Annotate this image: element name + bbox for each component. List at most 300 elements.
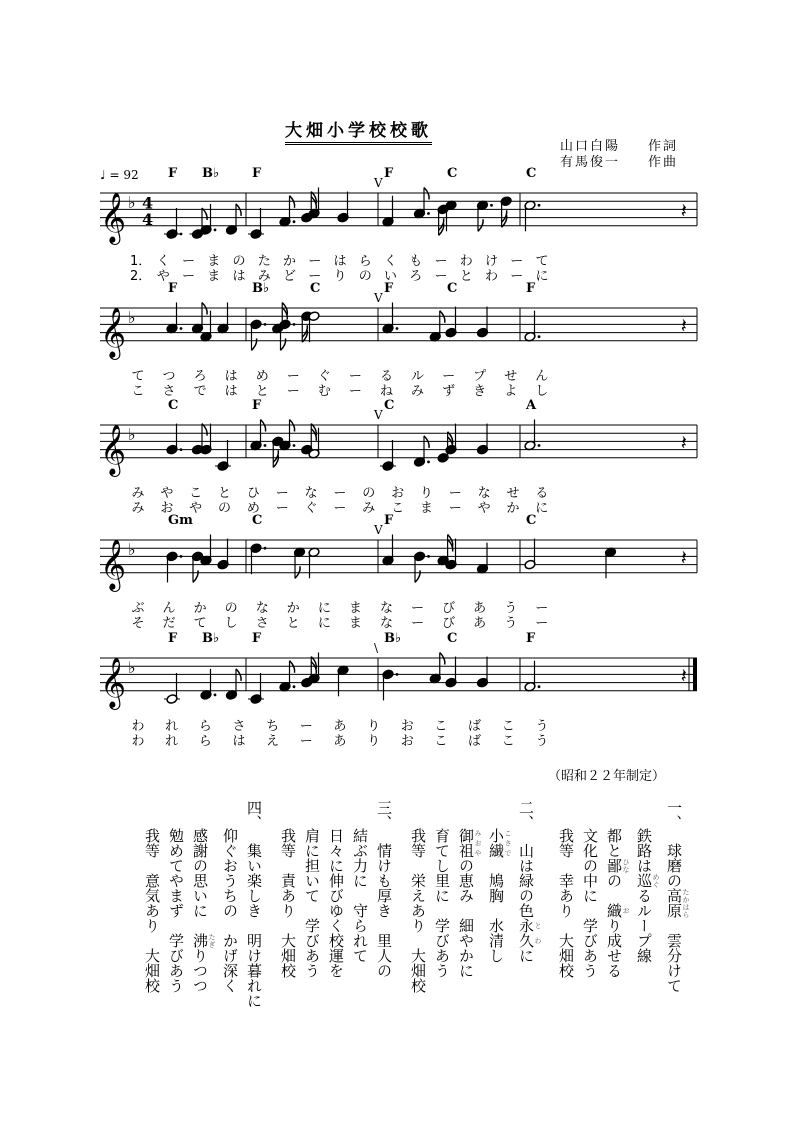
lyrics-line-verse-2 xyxy=(130,265,550,284)
lyrics-line-verse-2 xyxy=(130,730,550,749)
lyric-syllable: み xyxy=(131,485,145,501)
chord-symbol: F xyxy=(168,166,178,181)
lyric-syllable: ー xyxy=(510,268,524,284)
verse-line xyxy=(580,800,600,1010)
chord-symbol: F xyxy=(384,166,394,181)
chord-symbol: C xyxy=(447,631,458,646)
lyric-syllable: さ xyxy=(255,615,269,631)
lyric-syllable: ね xyxy=(379,383,393,399)
chord-symbol: F xyxy=(168,631,178,646)
dot xyxy=(293,685,296,688)
lyric-syllable: ば xyxy=(468,733,482,749)
breath-mark-icon: \ xyxy=(374,641,379,655)
verse-text: 勉めてやまず 学びあう xyxy=(167,828,185,993)
verse-line xyxy=(408,800,428,1010)
verse-text: 結ぶ力に 守られて xyxy=(351,828,369,963)
verse-line xyxy=(516,800,542,1010)
note-flag xyxy=(281,338,286,350)
quarter-rest-icon: 𝄽 xyxy=(680,313,687,338)
verse-line xyxy=(220,800,240,1010)
verse-line xyxy=(432,800,452,1010)
lyric-syllable: る xyxy=(379,368,393,384)
lyrics-line-verse-2 xyxy=(130,497,550,516)
lyric-syllable: め xyxy=(255,368,269,384)
lyric-syllable: れ xyxy=(165,718,179,734)
lyric-syllable: に xyxy=(535,500,549,516)
chord-symbol: B♭ xyxy=(202,166,220,181)
lyric-syllable: 2． xyxy=(130,268,152,284)
lyric-syllable: わ xyxy=(131,718,145,734)
lyric-syllable: あ xyxy=(333,718,347,734)
verse-line xyxy=(604,800,630,1010)
lyric-syllable: い xyxy=(383,268,397,284)
dot xyxy=(490,204,493,207)
staff-system xyxy=(100,166,697,245)
verse-number: 三、 xyxy=(375,800,393,830)
lyric-syllable: 1． xyxy=(130,253,152,269)
chord-symbol: C xyxy=(252,513,263,528)
lyric-syllable: の xyxy=(362,485,376,501)
lyric-syllable: こ xyxy=(391,500,405,516)
lyric-syllable: な xyxy=(379,600,393,616)
verse-text: るループ線 xyxy=(635,888,653,963)
lyric-syllable: び xyxy=(442,615,456,631)
lyric-syllable: ー xyxy=(535,600,549,616)
chord-symbol: F xyxy=(384,281,394,296)
lyric-syllable: ー xyxy=(275,500,289,516)
lyric-syllable: ー xyxy=(333,485,347,501)
lyric-syllable: な xyxy=(379,615,393,631)
verse-line xyxy=(456,800,482,1010)
verse-line xyxy=(556,800,576,1010)
verse-text: 鉄路は xyxy=(635,828,653,873)
verse-stanza xyxy=(278,800,394,1010)
lyric-syllable: あ xyxy=(473,600,487,616)
ruby-text: 巡 めぐ xyxy=(635,873,660,888)
verse-line xyxy=(350,800,370,1010)
lyric-syllable: ー xyxy=(510,253,524,269)
lyric-syllable: こ xyxy=(189,485,203,501)
lyric-syllable: た xyxy=(257,253,271,269)
lyric-syllable: ル xyxy=(411,368,425,384)
lyric-syllable: く xyxy=(156,253,170,269)
lyric-syllable: う xyxy=(504,600,518,616)
lyric-syllable: か xyxy=(506,500,520,516)
lyric-syllable: ー xyxy=(275,485,289,501)
lyric-syllable: ぐ xyxy=(304,500,318,516)
dot xyxy=(538,204,541,207)
lyric-syllable: ず xyxy=(442,383,456,399)
flat-key-signature-icon: ♭ xyxy=(128,307,136,327)
lyric-syllable: と xyxy=(255,383,269,399)
lyric-syllable: な xyxy=(255,600,269,616)
verse-stanza xyxy=(408,800,542,1010)
treble-clef-icon: 𝄞 xyxy=(100,656,127,708)
enactment-note: （昭和２２年制定） xyxy=(548,769,666,784)
ruby-text: 御祖 みおや xyxy=(457,828,482,858)
dot xyxy=(396,327,399,330)
lyric-syllable: お xyxy=(160,500,174,516)
lyric-syllable: ら xyxy=(358,253,372,269)
verse-stanza xyxy=(556,800,690,1010)
lyricist-role: 作詞 xyxy=(648,139,679,154)
verse-number: 一、 xyxy=(665,800,683,830)
verse-line xyxy=(486,800,512,1010)
dot xyxy=(293,220,296,223)
flat-key-signature-icon: ♭ xyxy=(128,657,136,677)
lyric-syllable: わ xyxy=(459,253,473,269)
lyric-syllable: ま xyxy=(419,500,433,516)
lyric-syllable: や xyxy=(160,485,174,501)
lyric-syllable: お xyxy=(400,733,414,749)
ruby-text: 高原 たかはら xyxy=(665,888,690,918)
lyric-syllable: の xyxy=(358,268,372,284)
lyric-syllable: は xyxy=(224,368,238,384)
dot xyxy=(427,461,430,464)
treble-clef-icon: 𝄞 xyxy=(100,538,127,590)
ruby-text: 小繊 こさで xyxy=(487,828,512,858)
lyric-syllable: の xyxy=(224,600,238,616)
verse-text: 我等 意気あり 大畑校 xyxy=(143,828,161,993)
lyric-syllable: こ xyxy=(501,718,515,734)
verse-text: 都と xyxy=(605,828,623,858)
lyric-syllable: ー xyxy=(181,268,195,284)
composer-name: 有馬俊一 xyxy=(560,155,621,170)
verse-text: の xyxy=(605,873,623,903)
lyric-syllable: え xyxy=(266,733,280,749)
lyric-syllable: ー xyxy=(348,383,362,399)
lyric-syllable: ま xyxy=(348,615,362,631)
lyric-syllable: ー xyxy=(442,368,456,384)
lyric-syllable: み xyxy=(411,383,425,399)
dot xyxy=(214,229,217,232)
lyric-syllable: し xyxy=(224,615,238,631)
lyric-syllable: ら xyxy=(198,733,212,749)
lyric-syllable: ー xyxy=(348,368,362,384)
note-flag xyxy=(193,570,198,582)
lyric-syllable: わ xyxy=(484,268,498,284)
lyric-syllable: ろ xyxy=(193,368,207,384)
verse-line xyxy=(166,800,186,1010)
breath-mark-icon: V xyxy=(374,176,383,190)
verse-text: 山は緑の色 xyxy=(517,843,535,918)
lyric-syllable: う xyxy=(504,615,518,631)
dot xyxy=(214,694,217,697)
lyric-syllable: ー xyxy=(299,733,313,749)
lyric-syllable: に xyxy=(317,600,331,616)
verse-text: 日々に伸びゆく校運を xyxy=(327,828,345,978)
lyric-syllable: む xyxy=(317,383,331,399)
lyric-syllable: り xyxy=(367,718,381,734)
ruby-text: 永久 とわ xyxy=(517,918,542,948)
lyric-syllable: さ xyxy=(232,718,246,734)
verse-text: 我等 幸あり 大畑校 xyxy=(557,828,575,978)
verse-line xyxy=(664,800,690,1010)
verse-lyrics xyxy=(120,800,690,1010)
verse-text: の恵み 細やかに xyxy=(457,858,475,978)
song-title: 大畑小学校校歌 xyxy=(285,116,432,145)
lyric-syllable: は xyxy=(232,268,246,284)
dot xyxy=(264,547,267,550)
dot xyxy=(293,444,296,447)
verse-stanza xyxy=(142,800,264,1010)
lyric-syllable: と xyxy=(459,268,473,284)
lyric-syllable: な xyxy=(477,485,491,501)
lyricist-name: 山口白陽 xyxy=(560,139,621,154)
verse-text: りつつ xyxy=(191,948,209,993)
lyric-syllable: く xyxy=(383,253,397,269)
lyric-syllable: ぶ xyxy=(131,600,145,616)
verse-text: 球磨の xyxy=(665,843,683,888)
verse-text: 我等 責あり 大畑校 xyxy=(279,828,297,978)
lyric-syllable: よ xyxy=(504,383,518,399)
lyric-syllable: の xyxy=(218,500,232,516)
lyric-syllable: み xyxy=(131,500,145,516)
chord-symbol: C xyxy=(526,513,537,528)
lyric-syllable: お xyxy=(391,485,405,501)
lyric-syllable: み xyxy=(257,268,271,284)
staff-system xyxy=(100,631,697,710)
dot xyxy=(264,444,267,447)
treble-clef-icon: 𝄞 xyxy=(100,306,127,358)
lyric-syllable: そ xyxy=(131,615,145,631)
chord-symbol: C xyxy=(526,166,537,181)
lyric-syllable: と xyxy=(286,615,300,631)
breath-mark-icon: V xyxy=(374,408,383,422)
chord-symbol: C xyxy=(310,281,321,296)
staff-system xyxy=(100,281,697,360)
lyric-syllable: か xyxy=(286,600,300,616)
dot xyxy=(427,212,430,215)
chord-symbol: A xyxy=(526,398,537,413)
lyric-syllable: ー xyxy=(181,253,195,269)
lyric-syllable: や xyxy=(156,268,170,284)
chord-symbol: F xyxy=(526,631,536,646)
lyric-syllable: し xyxy=(535,383,549,399)
lyric-syllable: ら xyxy=(198,718,212,734)
verse-line xyxy=(142,800,162,1010)
verse-text: 感謝の思いに xyxy=(191,828,209,933)
verse-line xyxy=(302,800,322,1010)
lyric-syllable: ひ xyxy=(246,485,260,501)
quarter-rest-icon: 𝄽 xyxy=(680,545,687,570)
lyric-syllable: る xyxy=(535,485,549,501)
lyric-syllable: ー xyxy=(535,615,549,631)
lyric-syllable: て xyxy=(131,368,145,384)
lyric-syllable: に xyxy=(535,268,549,284)
lyric-syllable: び xyxy=(442,600,456,616)
lyric-syllable: り xyxy=(367,733,381,749)
chord-symbol: B♭ xyxy=(252,281,270,296)
lyrics-line-verse-2 xyxy=(130,380,550,399)
lyric-syllable: こ xyxy=(131,383,145,399)
lyric-syllable: つ xyxy=(162,368,176,384)
lyric-syllable: ー xyxy=(333,500,347,516)
verse-line xyxy=(244,800,264,1010)
lyric-syllable: ー xyxy=(299,718,313,734)
lyric-syllable: な xyxy=(304,485,318,501)
lyric-syllable: の xyxy=(232,253,246,269)
dot xyxy=(180,448,183,451)
dot xyxy=(293,323,296,326)
lyric-syllable: ー xyxy=(308,268,322,284)
dot xyxy=(180,327,183,330)
lyric-syllable: だ xyxy=(162,615,176,631)
chord-symbol: F xyxy=(252,631,262,646)
verse-line xyxy=(278,800,298,1010)
verse-line xyxy=(326,800,346,1010)
chord-symbol: B♭ xyxy=(202,631,220,646)
lyric-syllable: て xyxy=(535,253,549,269)
lyrics-line-verse-2 xyxy=(130,612,550,631)
dot xyxy=(538,444,541,447)
chord-symbol: B♭ xyxy=(384,631,402,646)
lyric-syllable: ば xyxy=(468,718,482,734)
lyric-syllable: ー xyxy=(411,600,425,616)
tempo-marking: ♩ = 92 xyxy=(100,168,139,182)
dot xyxy=(180,555,183,558)
composer-role: 作曲 xyxy=(648,155,679,170)
lyric-syllable: め xyxy=(246,500,260,516)
verse-text: 鳩胸 水清し xyxy=(487,858,505,963)
lyric-syllable: ー xyxy=(448,485,462,501)
lyric-syllable: ま xyxy=(207,253,221,269)
lyric-syllable: に xyxy=(317,615,331,631)
breath-mark-icon: V xyxy=(374,291,383,305)
lyric-syllable: ー xyxy=(286,383,300,399)
lyric-syllable: り xyxy=(333,268,347,284)
verse-line xyxy=(634,800,660,1010)
chord-symbol: F xyxy=(252,398,262,413)
verse-text: に xyxy=(517,948,535,963)
lyric-syllable: と xyxy=(218,485,232,501)
time-signature: 4 xyxy=(142,209,154,229)
lyric-syllable: で xyxy=(193,383,207,399)
verse-text: 雲分けて xyxy=(665,918,683,993)
note-flag xyxy=(252,338,257,350)
flat-key-signature-icon: ♭ xyxy=(128,424,136,444)
dot xyxy=(264,323,267,326)
staff-system xyxy=(100,513,697,592)
lyric-syllable: は xyxy=(232,733,246,749)
chord-symbol: C xyxy=(384,398,395,413)
chord-symbol: F xyxy=(252,166,262,181)
lyric-syllable: ー xyxy=(434,268,448,284)
lyric-syllable: は xyxy=(333,253,347,269)
lyric-syllable: ー xyxy=(411,615,425,631)
dot xyxy=(427,555,430,558)
staff-system xyxy=(100,398,697,477)
chord-symbol: C xyxy=(168,398,179,413)
lyric-syllable: け xyxy=(484,253,498,269)
verse-text: 我等 栄えあり 大畑校 xyxy=(409,828,427,993)
lyric-syllable: こ xyxy=(501,733,515,749)
lyric-syllable: き xyxy=(473,383,487,399)
lyric-syllable: う xyxy=(535,733,549,749)
chord-symbol: F xyxy=(384,513,394,528)
verse-text: 文化の中に 学びあう xyxy=(581,828,599,978)
lyric-syllable: さ xyxy=(162,383,176,399)
lyric-syllable: ー xyxy=(308,253,322,269)
chord-symbol: Gm xyxy=(168,513,193,528)
time-signature: 4 xyxy=(142,193,154,213)
ruby-text: 織 お xyxy=(605,903,630,918)
lyric-syllable: ん xyxy=(535,368,549,384)
lyric-syllable: う xyxy=(535,718,549,734)
lyric-syllable: せ xyxy=(506,485,520,501)
dot xyxy=(538,685,541,688)
flat-key-signature-icon: ♭ xyxy=(128,192,136,212)
verse-text: 情けも厚き 里人の xyxy=(375,843,393,978)
ruby-text: 沸 たぎ xyxy=(191,933,216,948)
lyric-syllable: お xyxy=(400,718,414,734)
verse-number: 四、 xyxy=(245,800,263,830)
chord-symbol: F xyxy=(168,281,178,296)
lyric-syllable: せ xyxy=(504,368,518,384)
verse-number: 二、 xyxy=(517,800,535,830)
lyric-syllable: ー xyxy=(286,368,300,384)
lyric-syllable: や xyxy=(189,500,203,516)
lyric-syllable: わ xyxy=(131,733,145,749)
lyric-syllable: れ xyxy=(165,733,179,749)
dot xyxy=(396,673,399,676)
lyric-syllable: て xyxy=(193,615,207,631)
verse-text: 集い楽しき 明け暮れに xyxy=(245,843,263,1008)
lyric-syllable: は xyxy=(224,383,238,399)
lyric-syllable: プ xyxy=(473,368,487,384)
lyric-syllable: あ xyxy=(473,615,487,631)
lyric-syllable: ま xyxy=(207,268,221,284)
lyric-syllable: み xyxy=(362,500,376,516)
verse-text: 肩に担いて 学びあう xyxy=(303,828,321,978)
lyric-syllable: ー xyxy=(448,500,462,516)
lyric-syllable: ぐ xyxy=(317,368,331,384)
flat-key-signature-icon: ♭ xyxy=(128,539,136,559)
lyric-syllable: あ xyxy=(333,733,347,749)
lyric-syllable: か xyxy=(193,600,207,616)
chord-symbol: C xyxy=(447,281,458,296)
lyric-syllable: も xyxy=(409,253,423,269)
breath-mark-icon: V xyxy=(374,523,383,537)
verse-line xyxy=(190,800,216,1010)
lyric-syllable: ど xyxy=(282,268,296,284)
quarter-rest-icon: 𝄽 xyxy=(680,663,687,688)
lyric-syllable: ん xyxy=(162,600,176,616)
lyric-syllable: ま xyxy=(348,600,362,616)
lyric-syllable: ー xyxy=(434,253,448,269)
chord-symbol: F xyxy=(526,281,536,296)
dot xyxy=(538,335,541,338)
chord-symbol: C xyxy=(447,166,458,181)
verse-line xyxy=(374,800,394,1010)
treble-clef-icon: 𝄞 xyxy=(100,423,127,475)
quarter-rest-icon: 𝄽 xyxy=(680,198,687,223)
treble-clef-icon: 𝄞 xyxy=(100,191,127,243)
lyric-syllable: こ xyxy=(434,733,448,749)
dot xyxy=(180,233,183,236)
verse-text: 仰ぐおうちの かげ深く xyxy=(221,828,239,993)
lyric-syllable: や xyxy=(477,500,491,516)
lyric-syllable: こ xyxy=(434,718,448,734)
lyric-syllable: か xyxy=(282,253,296,269)
note-flag xyxy=(415,570,420,582)
lyric-syllable: り xyxy=(419,485,433,501)
verse-text: り成せる xyxy=(605,918,623,978)
lyric-syllable: ち xyxy=(266,718,280,734)
quarter-rest-icon: 𝄽 xyxy=(680,430,687,455)
ruby-text: 鄙 ひな xyxy=(605,858,630,873)
verse-text: 育てし里に 学びあう xyxy=(433,828,451,978)
